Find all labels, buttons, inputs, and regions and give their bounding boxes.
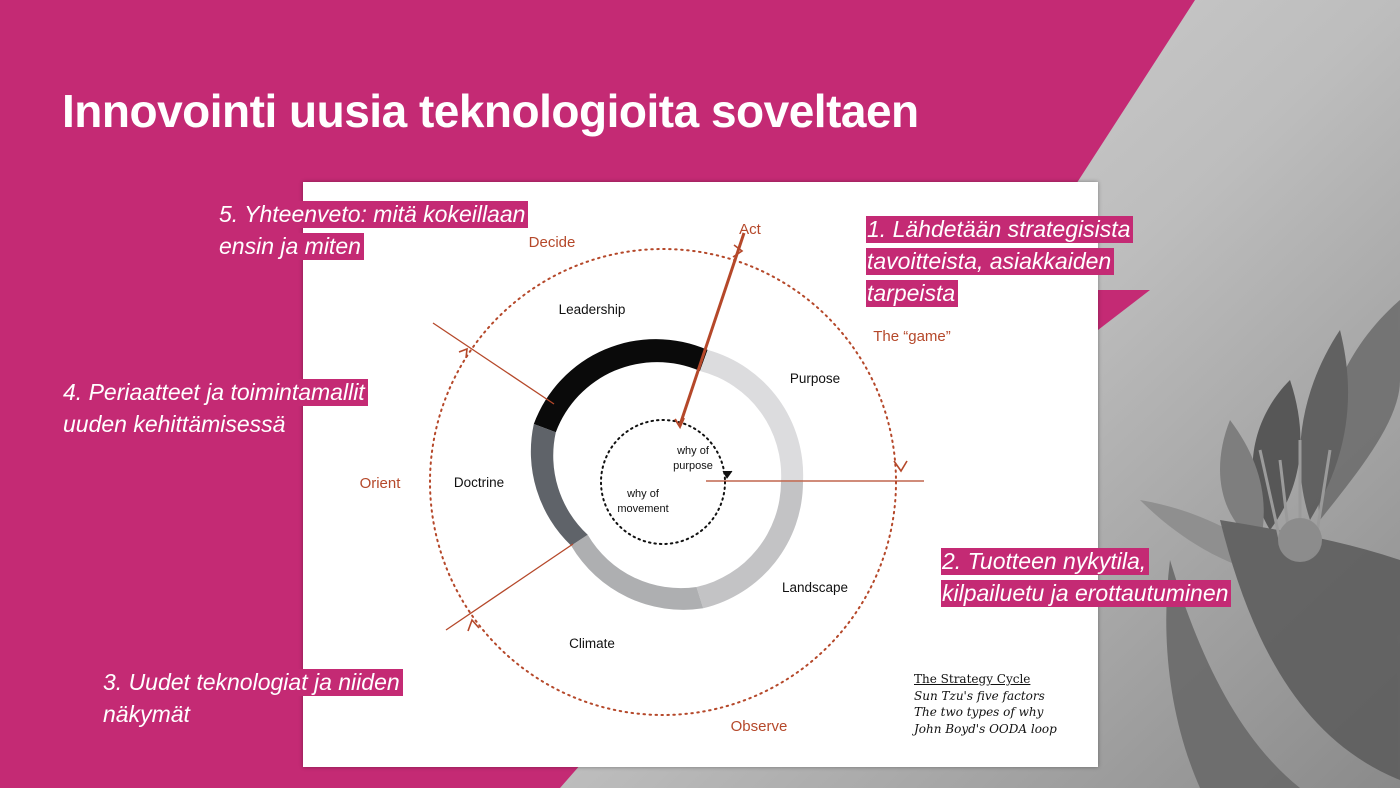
label-orient: Orient	[359, 475, 401, 492]
label-game: The “game”	[873, 328, 951, 345]
act-line	[680, 233, 744, 425]
note-2-line-1: 2. Tuotteen nykytila,	[941, 548, 1149, 575]
label-purpose: Purpose	[789, 371, 841, 386]
why-loop	[601, 420, 725, 544]
ring-purpose	[700, 350, 803, 482]
note-4-line-1: 4. Periaatteet ja toimintamallit	[62, 379, 368, 406]
label-landscape: Landscape	[781, 580, 849, 595]
diagram-legend	[914, 671, 1057, 737]
label-why-of-purpose-1: why of	[677, 445, 709, 457]
legend-line-3: John Boyd's OODA loop	[914, 721, 1057, 736]
note-1-line-3: tarpeista	[866, 280, 958, 307]
ring-climate	[571, 535, 703, 610]
label-climate: Climate	[569, 636, 615, 651]
note-1-line-1: 1. Lähdetään strategisista	[866, 216, 1133, 243]
label-doctrine: Doctrine	[453, 475, 505, 490]
note-4-principles	[62, 376, 368, 440]
label-why-of-movement-1: why of	[627, 488, 659, 500]
decide-line	[433, 323, 554, 404]
note-3-line-1: 3. Uudet teknologiat ja niiden	[102, 669, 403, 696]
note-2-line-2: kilpailuetu ja erottautuminen	[941, 580, 1231, 607]
note-4-line-2: uuden kehittämisessä	[62, 411, 288, 438]
label-observe: Observe	[730, 718, 788, 735]
note-5-line-2: ensin ja miten	[218, 233, 364, 260]
label-leadership: Leadership	[558, 302, 626, 317]
note-1-line-2: tavoitteista, asiakkaiden	[866, 248, 1114, 275]
note-3-line-2: näkymät	[102, 701, 193, 728]
loop-arrow-decide	[459, 349, 467, 358]
note-3-new-technologies	[102, 666, 403, 730]
label-decide: Decide	[528, 234, 576, 251]
ring-doctrine	[531, 424, 588, 546]
label-why-of-movement-2: movement	[617, 503, 669, 515]
orient-line	[446, 544, 573, 630]
legend-heading: The Strategy Cycle	[914, 672, 1031, 686]
page-title: Innovointi uusia teknologioita soveltaen	[62, 85, 919, 137]
note-5-line-1: 5. Yhteenveto: mitä kokeillaan	[218, 201, 528, 228]
legend-line-2: The two types of why	[914, 705, 1044, 719]
label-act: Act	[739, 221, 761, 238]
note-1-strategic-goals	[866, 213, 1133, 309]
legend-line-1: Sun Tzu's five factors	[914, 688, 1045, 703]
note-2-product-state	[941, 545, 1231, 609]
note-5-summary	[218, 198, 528, 262]
label-why-of-purpose-2: purpose	[673, 460, 713, 472]
